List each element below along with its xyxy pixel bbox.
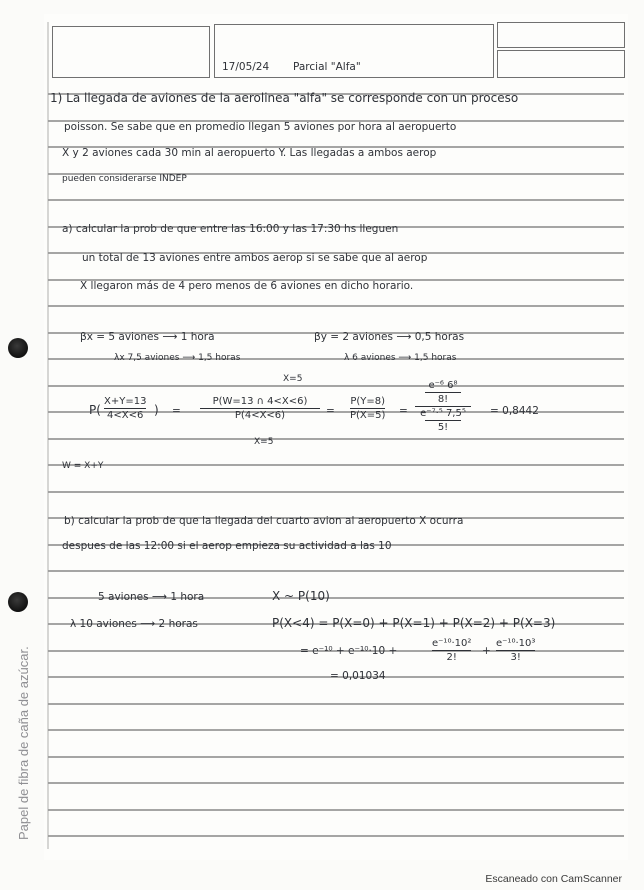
part-a-line3: X llegaron más de 4 pero menos de 6 aviones en dicho horario. xyxy=(80,280,414,292)
mid-fraction xyxy=(200,396,320,421)
beta-y-rate: βy = 2 aviones ⟶ 0,5 horas xyxy=(314,331,465,343)
poisson-distribution: X ~ P(10) xyxy=(272,589,330,603)
ratio-fraction xyxy=(350,396,385,421)
cond-prob-close: ) xyxy=(154,403,159,417)
formula-numerator-top: e⁻⁶ 6⁸ xyxy=(428,380,458,391)
formula-fraction xyxy=(415,380,471,433)
notebook-sheet xyxy=(44,14,628,860)
cond-prob-denominator: 4<X<6 xyxy=(107,410,144,421)
paper-brand-text: Papel de fibra de caña de azúcar. xyxy=(16,646,31,840)
part-a-line1: a) calcular la prob de que entre las 16:00 y las 17:30 hs lleguen xyxy=(62,223,399,235)
rate-10-per-2-hours: λ 10 aviones ⟶ 2 horas xyxy=(70,618,198,630)
term-3-denominator: 3! xyxy=(510,652,521,663)
sum-expression: P(X<4) = P(X=0) + P(X=1) + P(X=2) + P(X=3) xyxy=(272,616,556,630)
mid-bottom-note: X=5 xyxy=(254,437,274,447)
header-box-right-top xyxy=(497,22,625,48)
rate-5-per-hour: 5 aviones ⟶ 1 hora xyxy=(98,591,205,603)
term-3-fraction xyxy=(496,638,535,663)
beta-x-rate: βx = 5 aviones ⟶ 1 hora xyxy=(80,331,215,343)
ruled-lines xyxy=(44,14,628,860)
mid-numerator: P(W=13 ∩ 4<X<6) xyxy=(212,396,308,407)
w-definition: W = X+Y xyxy=(62,461,104,471)
problem1-line3: X y 2 aviones cada 30 min al aeropuerto Y. Las llegadas a ambos aerop xyxy=(62,147,437,159)
cond-prob-numerator: X+Y=13 xyxy=(104,396,147,407)
lambda-x-rate: λx 7,5 aviones ⟶ 1,5 horas xyxy=(114,353,241,363)
term-3-numerator: e⁻¹⁰·10³ xyxy=(496,638,536,649)
ratio-denominator: P(X=5) xyxy=(350,410,386,421)
expansion-plus: + xyxy=(482,645,491,657)
part-b-line1: b) calcular la prob de que la llegada del cuarto avion al aeropuerto X ocurra xyxy=(64,515,464,527)
formula-denominator-top: e⁻⁷·⁵ 7,5⁵ xyxy=(420,408,466,419)
mid-denominator: P(4<X<6) xyxy=(234,410,286,421)
part-b-line2: despues de las 12:00 si el aerop empieza su actividad a las 10 xyxy=(62,540,392,552)
problem1-line4: pueden considerarse INDEP xyxy=(62,174,187,184)
expansion-start: = e⁻¹⁰ + e⁻¹⁰·10 + xyxy=(300,645,398,657)
result-b: = 0,01034 xyxy=(330,670,386,682)
result-a: = 0,8442 xyxy=(490,405,539,417)
formula-denominator-bottom: 5! xyxy=(437,422,449,433)
part-a-line2: un total de 13 aviones entre ambos aerop si se sabe que al aerop xyxy=(82,252,428,264)
term-2-denominator: 2! xyxy=(446,652,457,663)
header-date: 17/05/24 xyxy=(222,61,270,73)
header-title: Parcial "Alfa" xyxy=(293,61,361,73)
problem1-line1: 1) La llegada de aviones de la aerolinea "alfa" se corresponde con un proceso xyxy=(50,91,519,105)
header-box-right-bottom xyxy=(497,50,625,78)
equals-3: = xyxy=(399,405,408,417)
equals-2: = xyxy=(326,405,335,417)
mid-top-note: X=5 xyxy=(283,374,303,384)
lambda-y-rate: λ 6 aviones ⟶ 1,5 horas xyxy=(344,353,457,363)
term-2-numerator: e⁻¹⁰·10² xyxy=(432,638,472,649)
ratio-numerator: P(Y=8) xyxy=(350,396,386,407)
cond-prob-fraction xyxy=(104,396,146,421)
scanner-watermark: Escaneado con CamScanner xyxy=(485,873,622,885)
equals-1: = xyxy=(172,405,181,417)
binder-hole-top xyxy=(8,338,28,358)
problem1-line2: poisson. Se sabe que en promedio llegan 5 aviones por hora al aeropuerto xyxy=(64,121,457,133)
binder-hole-bottom xyxy=(8,592,28,612)
formula-numerator-bottom: 8! xyxy=(437,394,449,405)
cond-prob-label: P( xyxy=(89,403,101,417)
header-box-left xyxy=(52,26,210,78)
term-2-fraction xyxy=(432,638,471,663)
